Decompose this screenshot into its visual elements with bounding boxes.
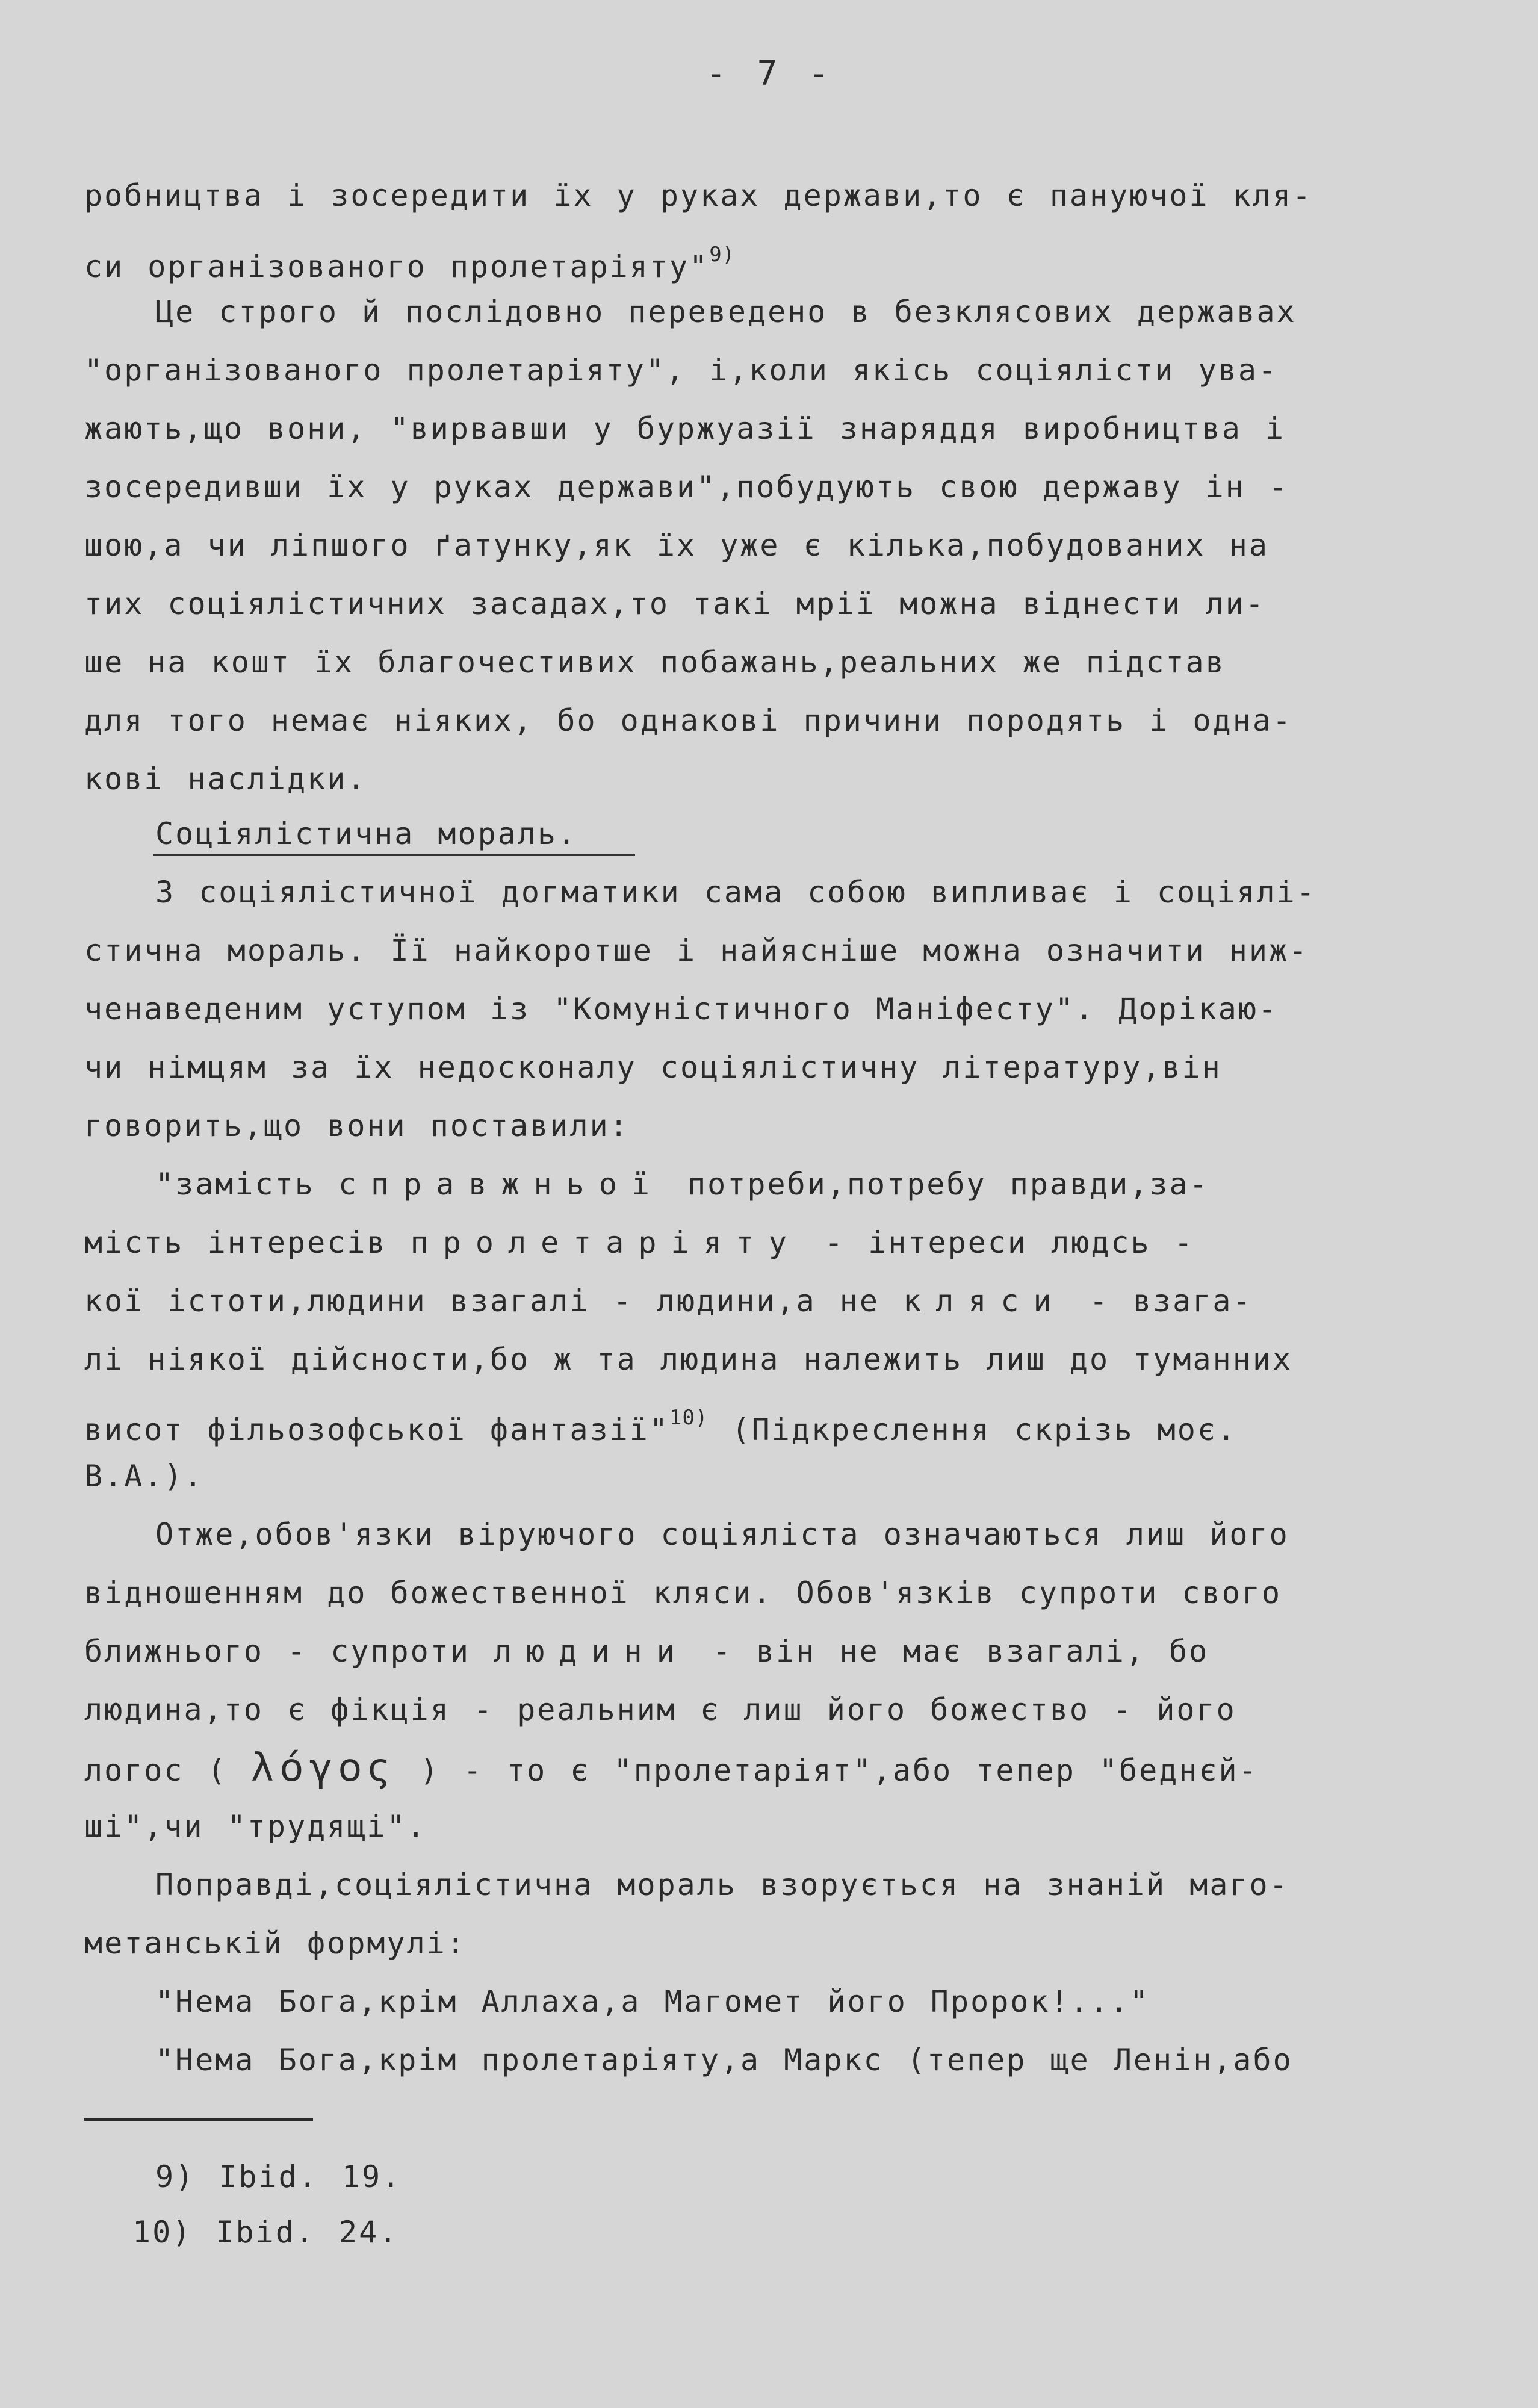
heading-underline [153,854,635,856]
text-span: кої істоти,людини взагалі - людини,а не [84,1283,879,1318]
text-span: мість інтересів [84,1225,387,1260]
spaced-emphasis: пролетаріяту [410,1225,801,1260]
quote-line [84,1394,1238,1447]
quote-line [84,1218,1194,1267]
text-line [84,1627,1209,1675]
text-span: логос ( [84,1753,228,1788]
text-span: ) - то є "пролетаріят",або тепер "беднєй- [420,1753,1259,1788]
text-line: людина,то є фікція - реальним є лиш його божество - його [84,1692,1236,1727]
footnote-ref-10: 10) [669,1406,709,1430]
text-line: ші",чи "трудящі". [84,1809,427,1844]
section-heading: Соціялістична мораль. [155,816,578,851]
text-line: кові наслідки. [84,762,367,796]
footnote-ref-9: 9) [709,243,736,267]
text-line: метанській формулі: [84,1926,467,1961]
text-line: З соціялістичної догматики сама собою випливає і соціялі- [155,875,1316,910]
text-span: висот фільозофської фантазії" [84,1412,669,1447]
text-line: зосередивши їх у руках держави",побудують свою державу ін - [84,470,1289,504]
text-span: "замість [155,1167,315,1202]
text-line: ше на кошт їх благочестивих побажань,реальних же підстав [84,645,1226,680]
text-line: робництва і зосередити їх у руках держави,то є пануючої кля- [84,178,1313,213]
quote-line: лі ніякої дійсности,бо ж та людина належить лиш до туманних [84,1342,1293,1377]
text-line: відношенням до божественної кляси. Обов'язків супроти свого [84,1575,1282,1610]
text-line: Це строго й послідовно переведено в безклясових державах [155,294,1297,329]
text-line: "Нема Бога,крім Аллаха,а Магомет його Пророк!..." [155,1984,1150,2019]
text-line: стична мораль. Її найкоротше і найясніше можна означити ниж- [84,933,1309,968]
spaced-emphasis: кляси [903,1283,1066,1318]
spaced-emphasis: людини [494,1634,689,1669]
footnote-10: 10) Ibid. 24. [132,2215,399,2250]
quote-line [155,1160,1209,1208]
greek-handwritten-word: λόγος [250,1746,397,1790]
text-line: Поправді,соціялістична мораль взорується на знаній маго- [155,1867,1289,1902]
text-line: Отже,обов'язки віруючого соціяліста означаються лиш його [155,1517,1289,1552]
text-span: ближнього - супроти [84,1634,470,1669]
text-line: жають,що вони, "вирвавши у буржуазії знаряддя виробництва і [84,411,1286,446]
text-line: тих соціялістичних засадах,то такі мрії можна віднести ли- [84,586,1265,621]
text-line: "Нема Бога,крім пролетаріяту,а Маркс (тепер ще Ленін,або [155,2043,1293,2078]
quote-line: В.А.). [84,1459,204,1494]
text-span: си організованого пролетаріяту" [84,249,710,284]
page-number: - 7 - [705,54,833,93]
text-line: чи німцям за їх недосконалу соціялістичну літературу,він [84,1050,1222,1085]
text-span: потреби,потребу правди,за- [687,1167,1209,1202]
text-span: - інтереси людсь - [825,1225,1194,1260]
text-line: для того немає ніяких, бо однакові причини породять і однa- [84,703,1293,738]
text-span: - взага- [1089,1283,1253,1318]
text-line: говорить,що вони поставили: [84,1108,630,1143]
text-line: "організованого пролетаріяту", і,коли якісь соціялісти ува- [84,353,1279,388]
quote-line [84,1277,1253,1325]
footnote-separator [84,2118,313,2121]
spaced-emphasis: справжньої [338,1167,664,1202]
text-line [84,1744,1259,1792]
text-span: (Підкреслення скрізь моє. [731,1412,1238,1447]
text-line [84,231,736,284]
text-line: шою,а чи ліпшого ґатунку,як їх уже є кілька,побудованих на [84,528,1269,563]
text-line: ченаведеним уступом із "Комуністичного Маніфесту". Дорікаю- [84,991,1279,1026]
footnote-9: 9) Ibid. 19. [155,2159,402,2194]
text-span: - він не має взагалі, бо [712,1634,1209,1669]
